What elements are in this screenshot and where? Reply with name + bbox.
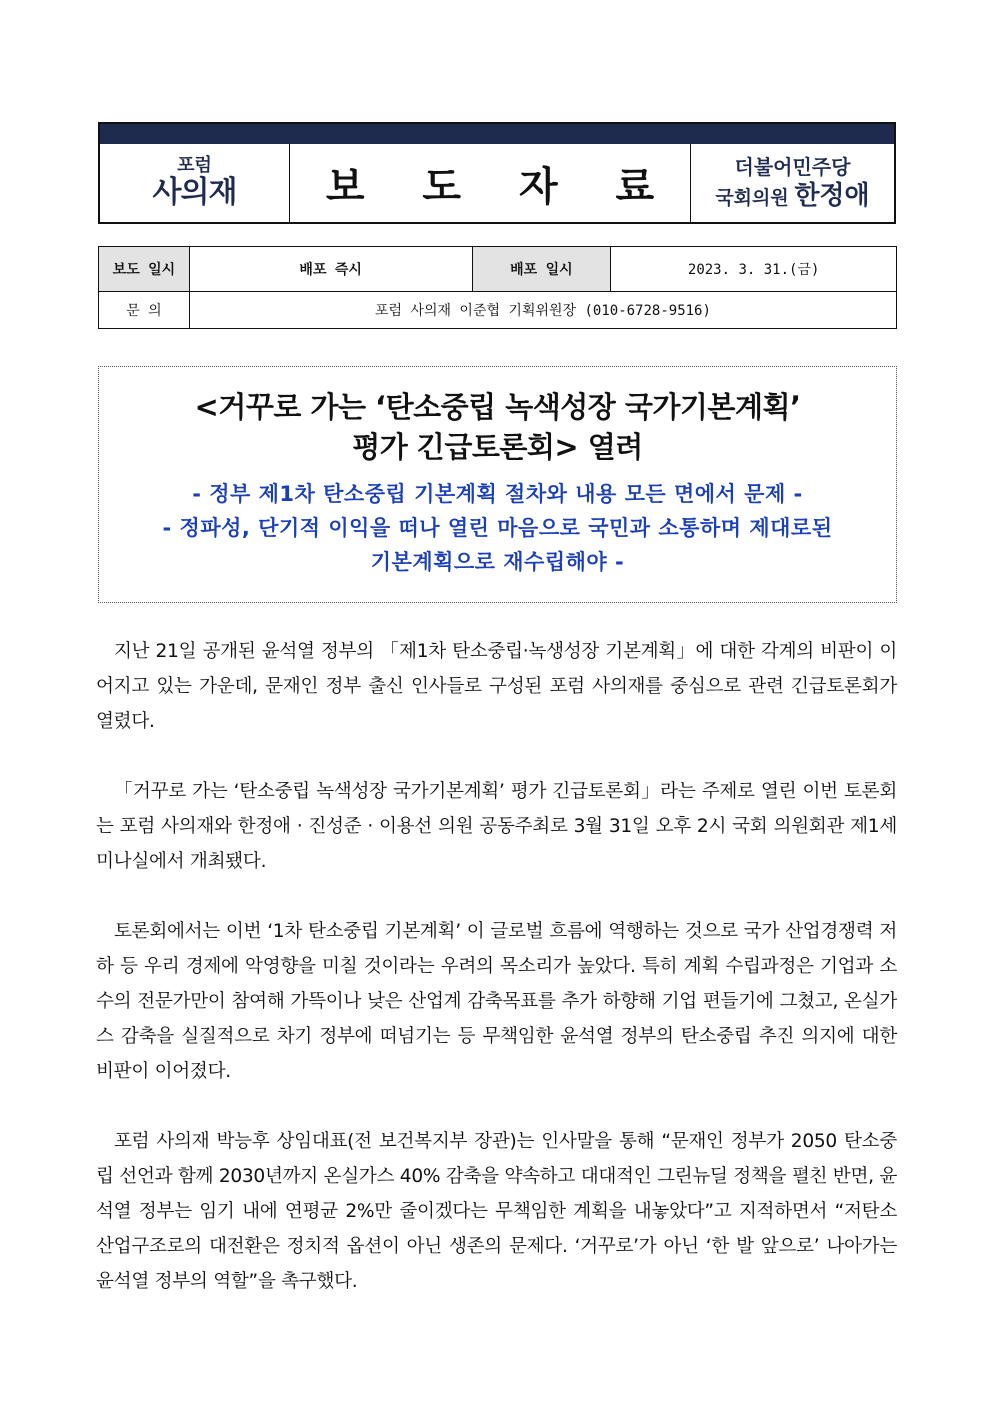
contact-row — [99, 292, 897, 329]
party-name: 더불어민주당 — [734, 154, 851, 179]
body-paragraph: 「거꾸로 가는 ‘탄소중립 녹색성장 국가기본계획’ 평가 긴급토론회」라는 주제로 열린 이번 토론회는 포럼 사의재와 한정애 · 진성준 · 이용선 의원 공동주최로 3월 31일 오후 2시 국회 의원회관 제1세미나실에서 개최됐다. — [96, 781, 897, 872]
member-line — [715, 181, 869, 214]
release-info-table — [98, 246, 897, 329]
distribution-time-value: 2023. 3. 31.(금) — [611, 247, 897, 292]
member-role: 국회의원 — [715, 186, 789, 209]
press-header — [98, 122, 896, 224]
forum-logo-big: 사의재 — [152, 175, 237, 210]
headline-box — [98, 366, 897, 603]
forum-logo-small: 포럼 — [177, 155, 212, 176]
press-title-cell — [290, 144, 691, 222]
contact-value: 포럼 사의재 이준협 기획위원장 (010-6728-9516) — [189, 292, 896, 329]
release-time-label: 보도 일시 — [99, 247, 190, 292]
body-paragraph: 포럼 사의재 박능후 상임대표(전 보건복지부 장관)는 인사말을 통해 “문재인 정부가 2050 탄소중립 선언과 함께 2030년까지 온실가스 40% 감축을 약속하고 대대적인 그린뉴딜 정책을 펼친 반면, 윤석열 정부는 임기 내에 연평균 2%만 줄이겠다는 무책임한 계획을 내놓았다”고 지적하면서 “저탄소 산업구조로의 대전환은 정치적 옵션이 아닌 생존의 문제다. ‘거꾸로’가 아닌 ‘한 발 앞으로’ 나아가는 윤석열 정부의 역할”을 촉구했다. — [96, 1131, 897, 1292]
header-bar — [100, 124, 894, 144]
subheadline-3: 기본계획으로 재수립해야 - — [370, 550, 625, 574]
body-paragraph: 지난 21일 공개된 윤석열 정부의 「제1차 탄소중립·녹생성장 기본계획」에 대한 각계의 비판이 이어지고 있는 가운데, 문재인 정부 출신 인사들로 구성된 포럼 사의재를 중심으로 관련 긴급토론회가 열렸다. — [96, 641, 897, 732]
press-title: 보 도 자 료 — [325, 162, 677, 210]
body-paragraph: 토론회에서는 이번 ‘1차 탄소중립 기본계획’ 이 글로벌 흐름에 역행하는 것으로 국가 산업경쟁력 저하 등 우리 경제에 악영향을 미칠 것이라는 우려의 목소리가 높았다. 특히 계획 수립과정은 기업과 소수의 전문가만이 참여해 가뜩이나 낮은 산업계 감축목표를 추가 하향해 기업 편들기에 그쳤고, 온실가스 감축을 실질적으로 차기 정부에 떠넘기는 등 무책임한 윤석열 정부의 탄소중립 추진 의지에 대한 비판이 이어졌다. — [96, 921, 897, 1082]
subheadline-2: - 정파성, 단기적 이익을 떠나 열린 마음으로 국민과 소통하며 제대로된 — [162, 516, 833, 540]
article-body — [96, 634, 897, 1334]
member-name: 한정애 — [794, 180, 870, 211]
headline-line-2: 평가 긴급토론회> 열려 — [352, 430, 643, 464]
contact-label: 문 의 — [99, 292, 190, 329]
release-info-row — [99, 247, 897, 292]
member-logo — [691, 144, 894, 222]
release-time-value: 배포 즉시 — [189, 247, 472, 292]
subheadline-1: - 정부 제1차 탄소중립 기본계획 절차와 내용 모든 면에서 문제 - — [192, 482, 803, 506]
forum-logo — [100, 144, 290, 222]
headline-line-1: <거꾸로 가는 ‘탄소중립 녹색성장 국가기본계획’ — [194, 390, 801, 424]
distribution-time-label: 배포 일시 — [472, 247, 611, 292]
